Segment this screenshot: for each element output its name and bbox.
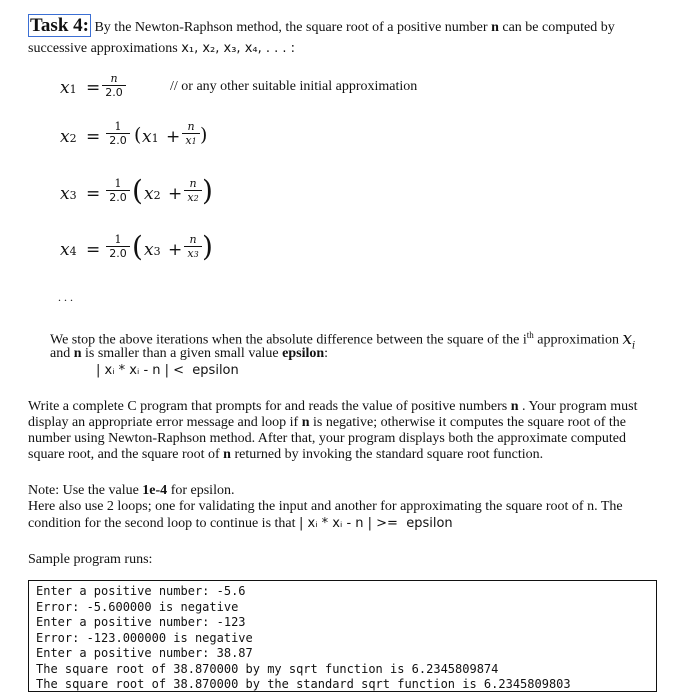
eq2-inner-den-sub: 1 (191, 137, 197, 146)
write-line4: square root, and the square root of n returned by invoking the standard square root function. (28, 447, 544, 462)
eq4-inner-fraction (184, 233, 202, 262)
eq4-equals: = (86, 240, 101, 260)
eq3-inner-num: n (189, 177, 197, 190)
console-line: The square root of 38.870000 by my sqrt function is 6.2345809874 (36, 661, 499, 676)
eq4-term: x (144, 240, 154, 260)
eq2-inner-den: x (185, 134, 192, 147)
eq1-equals: = (86, 78, 101, 98)
eq3-coef (106, 177, 130, 205)
eq1-fraction (102, 72, 126, 100)
eq3-lhs-sub: 3 (69, 189, 77, 202)
eq3-term-sub: 2 (153, 189, 161, 202)
stop-line2-n: n (73, 346, 82, 361)
eq3-equals: = (86, 184, 101, 204)
console-line: Enter a positive number: 38.87 (36, 646, 253, 660)
equation-4: x4 = 1 2.0 ( x3 + n x3 ) (60, 230, 213, 263)
eq3-plus: + (168, 184, 183, 204)
eq4-inner-den: x (187, 247, 194, 260)
stop-line2 (50, 345, 328, 363)
eq4-inner-den-sub: 3 (193, 250, 199, 259)
write-line3: number using Newton-Raphson method. After that, your program displays both the approximate computed (28, 431, 626, 446)
intro-text: By the Newton-Raphson method, the square root of a positive number (90, 20, 492, 35)
eq2-coef-num: 1 (114, 120, 122, 133)
note-line3: condition for the second loop to continue is that | xᵢ * xᵢ - n | >= epsilon (28, 516, 453, 531)
eq1-comment: // or any other suitable initial approximation (170, 79, 418, 94)
task-intro-line1 (28, 16, 615, 37)
eq4-plus: + (168, 240, 183, 260)
eq3-inner-den: x (187, 191, 194, 204)
note-line2: Here also use 2 loops; one for validating the input and another for approximating the square root of n. The (28, 499, 623, 514)
eq4-term-sub: 3 (153, 245, 161, 258)
eq3-coef-num: 1 (114, 177, 122, 190)
eq1-num: n (110, 72, 118, 85)
stop-line1-suffix: approximation (533, 332, 623, 348)
sample-console-output (28, 580, 657, 692)
eq4-coef (106, 233, 130, 261)
note-condition: | xᵢ * xᵢ - n | >= epsilon (299, 516, 453, 531)
task-intro-line2 (28, 40, 295, 58)
console-line: Enter a positive number: -123 (36, 615, 246, 629)
stop-line2-end: : (324, 346, 329, 361)
stop-line1-sup: th (526, 330, 534, 340)
stop-line2-epsilon: epsilon (282, 346, 325, 361)
intro-line2-prefix: successive approximations (28, 41, 182, 56)
eq3-lhs: x (60, 184, 70, 204)
eq4-coef-num: 1 (114, 233, 122, 246)
eq3-inner-den-sub: 2 (193, 194, 199, 203)
eq4-lhs: x (60, 240, 70, 260)
console-line: Enter a positive number: -5.6 (36, 584, 246, 598)
console-line: The square root of 38.870000 by the standard sqrt function is 6.2345809803 (36, 677, 571, 691)
equation-1 (60, 72, 460, 106)
console-line: Error: -123.000000 is negative (36, 630, 253, 645)
note-line1: Note: Use the value 1e-4 for epsilon. (28, 483, 235, 498)
task-label: Task 4: (30, 15, 89, 36)
eq4-inner-num: n (189, 233, 197, 246)
eq2-inner-num: n (187, 120, 195, 133)
stop-line2-mid: is smaller than a given small value (81, 346, 283, 361)
approximation-sequence: x₁, x₂, x₃, x₄, . . . : (181, 41, 296, 56)
eq2-lhs: x (60, 127, 70, 147)
eq2-coef (106, 120, 130, 148)
eq4-coef-den: 2.0 (109, 247, 127, 260)
intro-text-end: can be computed by (498, 20, 615, 35)
console-line: Error: -5.600000 is negative (36, 599, 239, 614)
eq1-lhs-sub: 1 (69, 83, 77, 96)
equation-3: x3 = 1 2.0 ( x2 + n x2 ) (60, 174, 213, 207)
stop-line2-prefix: and (50, 346, 74, 361)
write-line2: display an appropriate error message and loop if n is negative; otherwise it computes the square root of the (28, 415, 626, 430)
eq2-inner-fraction (182, 120, 200, 149)
stop-line1-prefix: We stop the above iterations when the absolute difference between the square of the i (50, 332, 527, 348)
eq4-lhs-sub: 4 (69, 245, 77, 258)
sample-heading: Sample program runs: (28, 552, 153, 567)
eq2-equals: = (86, 127, 101, 147)
eq2-plus: + (166, 127, 181, 147)
eq2-coef-den: 2.0 (109, 134, 127, 147)
equations-ellipsis: . . . (58, 290, 73, 304)
eq1-lhs: x (60, 78, 70, 98)
eq2-lhs-sub: 2 (69, 132, 77, 145)
eq1-den: 2.0 (105, 86, 123, 99)
eq3-inner-fraction (184, 177, 202, 206)
eq3-coef-den: 2.0 (109, 191, 127, 204)
eq3-term: x (144, 184, 154, 204)
intro-n: n (491, 20, 499, 35)
stop-line1-var: $x_i$ (622, 328, 636, 352)
write-line1: Write a complete C program that prompts for and reads the value of positive numbers n . Your program must (28, 399, 638, 414)
stop-condition: | xᵢ * xᵢ - n | < epsilon (96, 363, 239, 378)
equation-2: x2 = 1 2.0 ( x1 + n x1 ) (60, 120, 208, 147)
eq2-term-sub: 1 (151, 132, 159, 145)
eq2-term: x (142, 127, 152, 147)
